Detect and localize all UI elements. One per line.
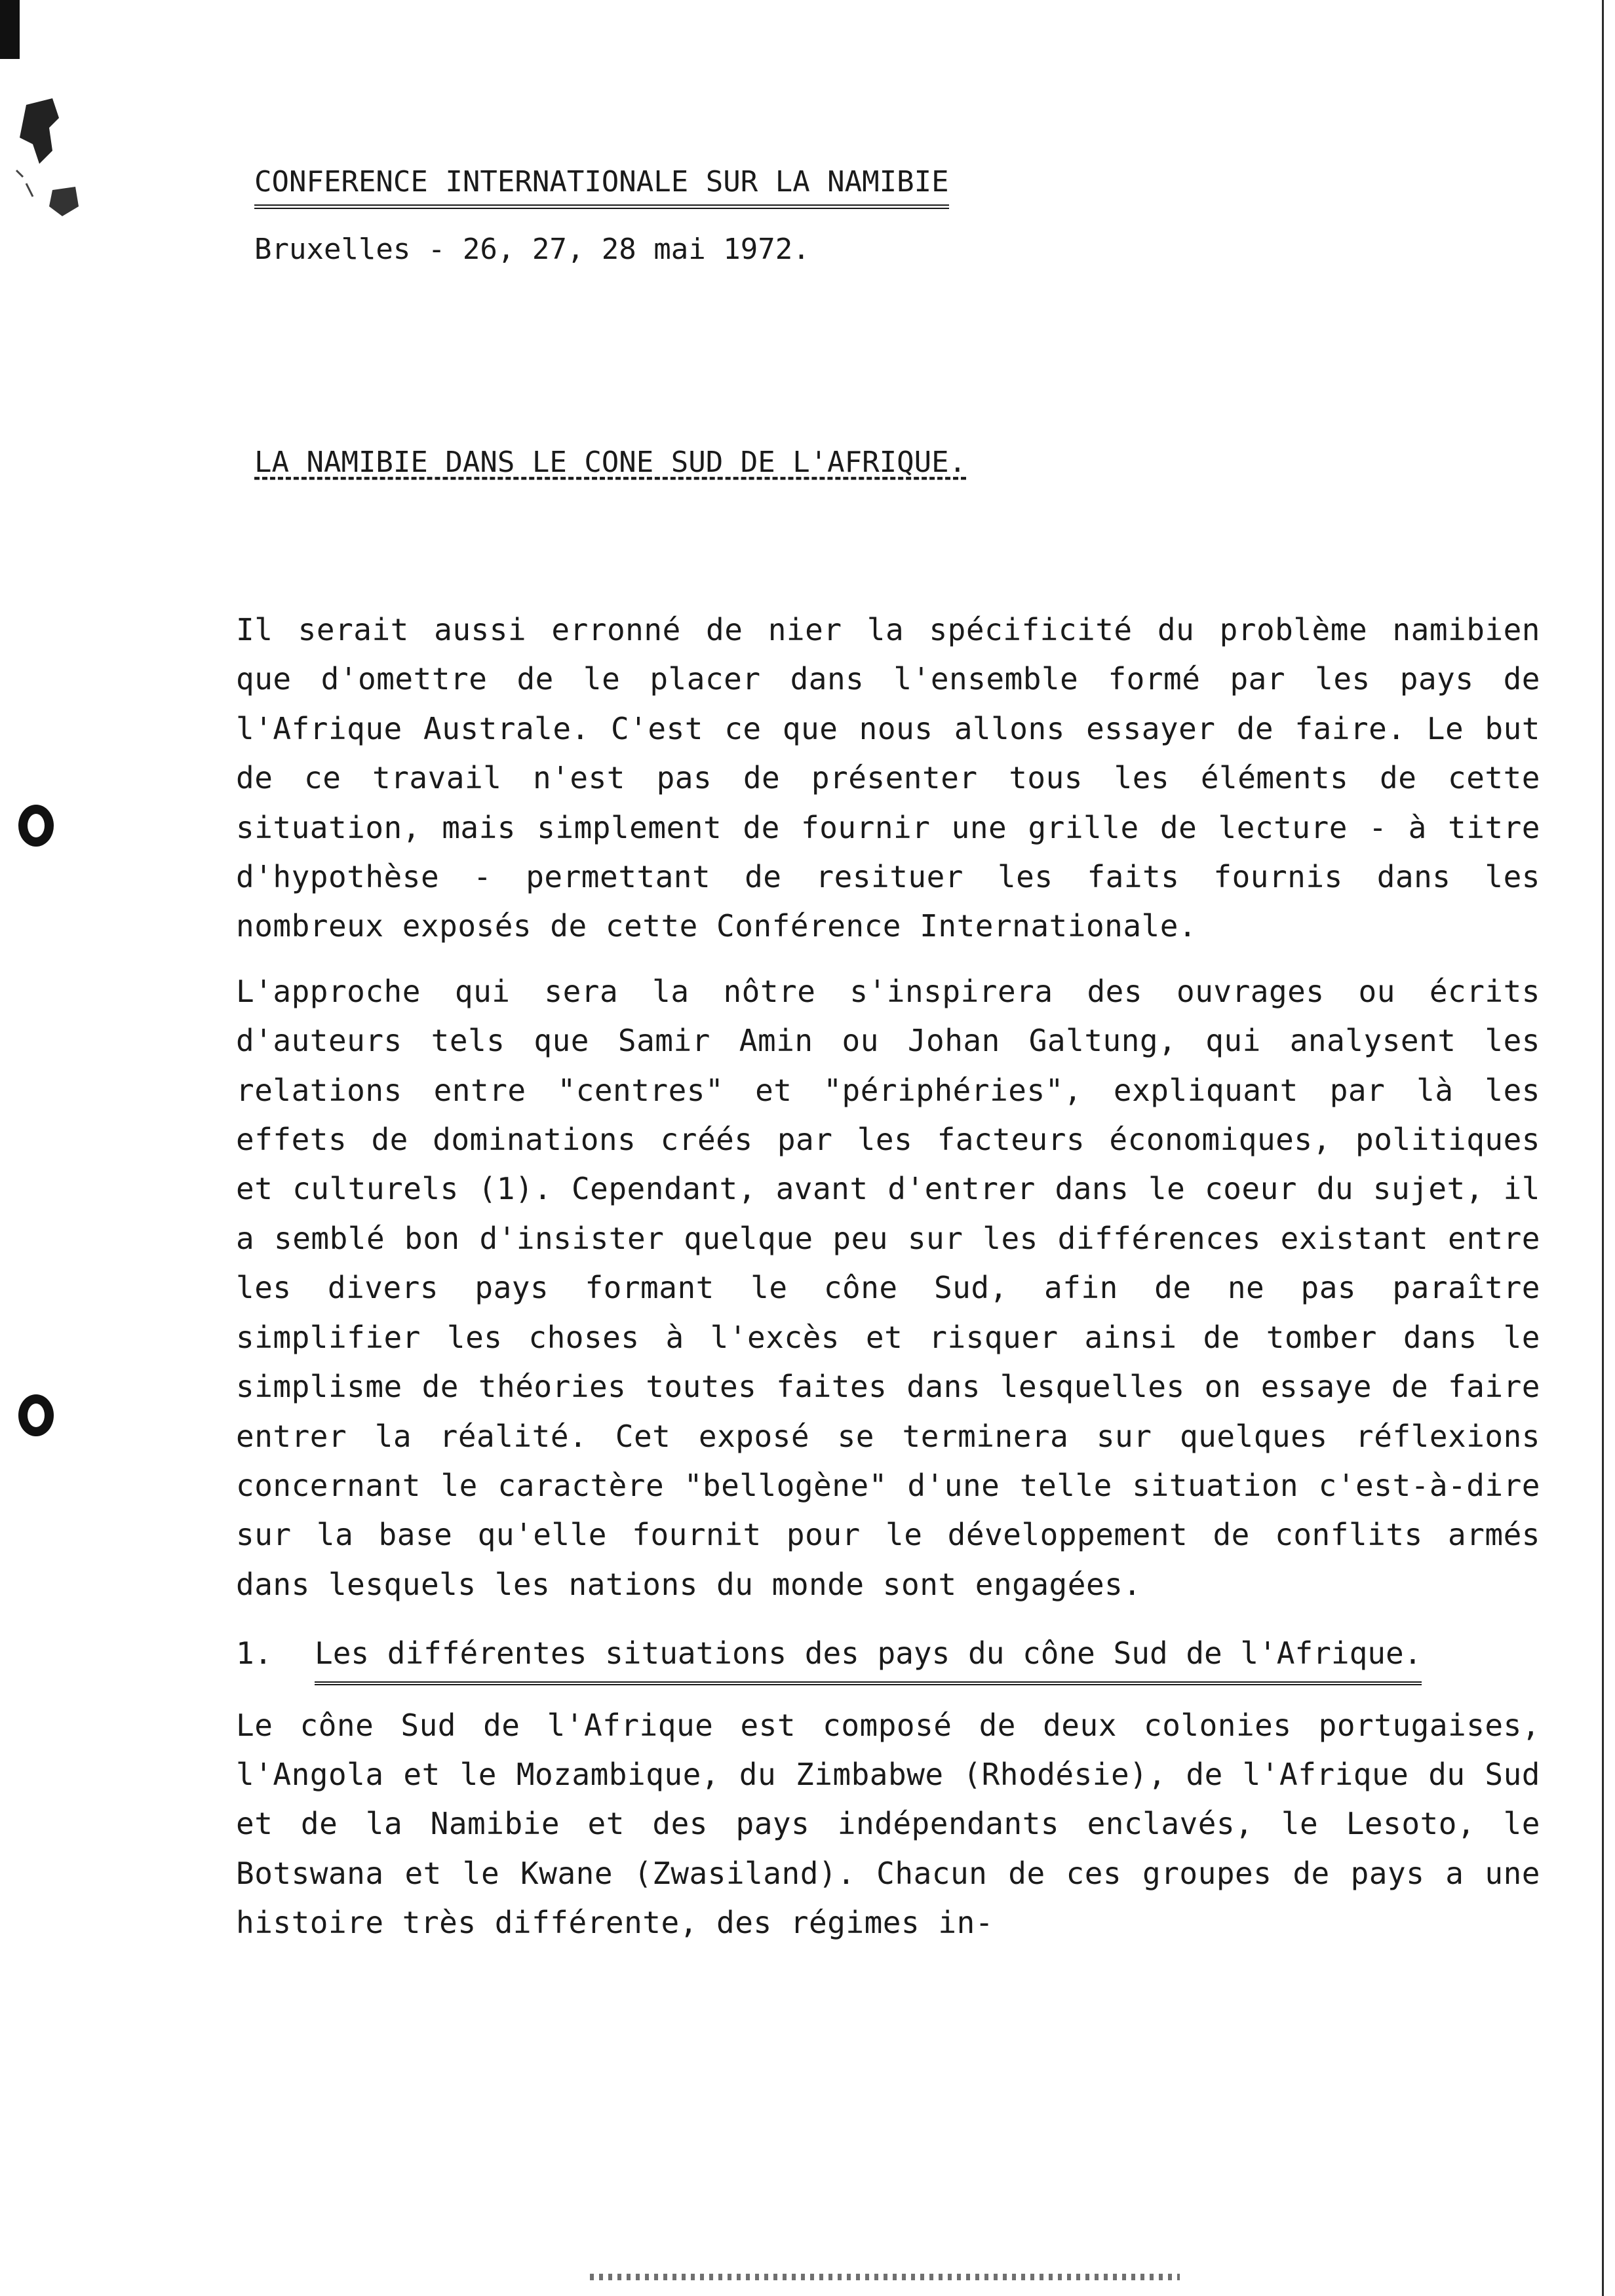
document-title: LA NAMIBIE DANS LE CONE SUD DE L'AFRIQUE. [254, 446, 967, 479]
paragraph-section-1: Le cône Sud de l'Afrique est composé de deux colonies portugaises, l'Angola et le Mozambique, du Zimbabwe (Rhodésie), de l'Afrique du Sud et de la Namibie et des pays indépendants enclavés, le Lesoto, le Botswana et le Kwane (Zwasiland). Chacun de ces groupes de pays a une histoire très différente, des régimes in- [236, 1707, 1540, 1941]
scan-right-border [1602, 0, 1615, 2296]
conference-date: Bruxelles - 26, 27, 28 mai 1972. [254, 233, 810, 266]
section-title: Les différentes situations des pays du cône Sud de l'Afrique. [315, 1629, 1422, 1685]
section-heading [236, 1629, 1540, 1685]
paragraph-approach: L'approche qui sera la nôtre s'inspirera des ouvrages ou écrits d'auteurs tels que Samir Amin ou Johan Galtung, qui analysent les relations entre "centres" et "périphéries", expliquant par là les effets de dominations créés par les facteurs économiques, politiques et culturels (1). Cependant, avant d'entrer dans le coeur du sujet, il a semblé bon d'insister quelque peu sur les différences existant entre les divers pays formant le cône Sud, afin de ne pas paraître simplifier les choses à l'excès et risquer ainsi de tomber dans le simplisme de théories toutes faites dans lesquelles on essaye de faire entrer la réalité. Cet exposé se terminera sur quelques réflexions concernant le caractère "bellogène" d'une telle situation c'est-à-dire sur la base qu'elle fournit pour le développement de conflits armés dans lesquels les nations du monde sont engagées. [236, 973, 1540, 1602]
punch-hole [18, 805, 54, 847]
conference-title: CONFERENCE INTERNATIONALE SUR LA NAMIBIE [254, 164, 949, 209]
body-text [236, 605, 1540, 1964]
scan-bottom-noise [590, 2274, 1180, 2280]
section-number: 1. [236, 1636, 273, 1672]
scan-smudge-mark [13, 92, 85, 223]
paragraph-intro: Il serait aussi erronné de nier la spécificité du problème namibien que d'omettre de le placer dans l'ensemble formé par les pays de l'Afrique Australe. C'est ce que nous allons essayer de faire. Le but de ce travail n'est pas de présenter tous les éléments de cette situation, mais simplement de fournir une grille de lecture - à titre d'hypothèse - permettant de resituer les faits fournis dans les nombreux exposés de cette Conférence Internationale. [236, 612, 1540, 944]
scan-edge-mark [0, 0, 20, 59]
punch-hole [18, 1394, 54, 1436]
header-block [254, 164, 1106, 268]
